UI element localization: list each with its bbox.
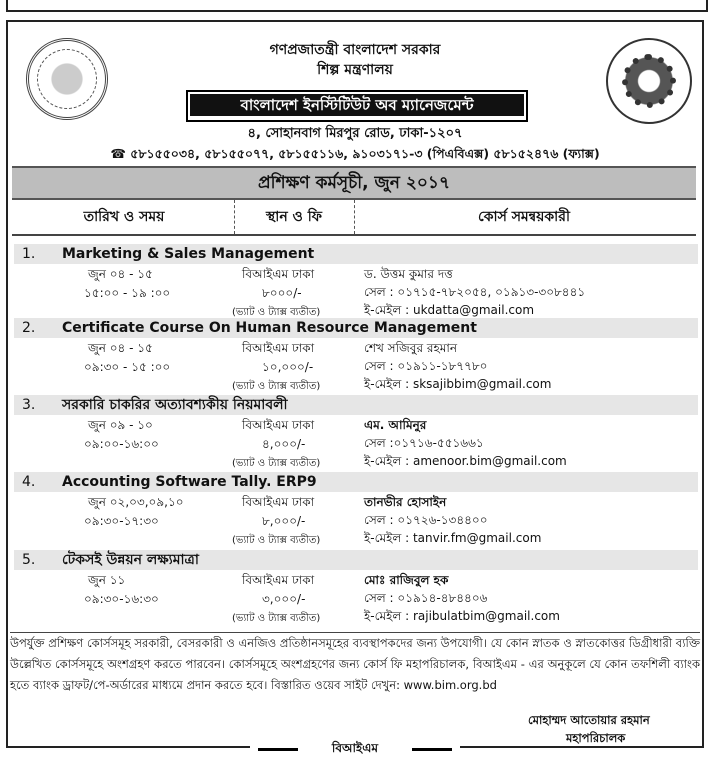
course-name: Certificate Course On Human Resource Management	[62, 320, 477, 336]
course-number: 3.	[22, 397, 36, 413]
course-date: জুন ০৯ - ১০	[88, 418, 153, 432]
vat-note: (ভ্যাট ও ট্যাক্স ব্যতীত)	[232, 307, 321, 318]
coordinator-phone: সেল : ০১৯১১-১৮৭৭৮০	[364, 359, 488, 373]
course-date: জুন ১১	[88, 573, 126, 587]
course-fee: ৮০০০/-	[262, 286, 302, 300]
course-title	[14, 472, 698, 492]
header-rule	[12, 234, 696, 236]
program-title: প্রশিক্ষণ কর্মসূচী, জুন ২০১৭	[12, 166, 696, 200]
coordinator-email: ই-মেইল : sksajibbim@gmail.com	[364, 377, 552, 391]
institute-banner	[186, 90, 528, 122]
course-title	[14, 244, 698, 264]
signatory-name: মোহাম্মদ আতোয়ার রহমান	[528, 713, 650, 727]
column-venue-fee: স্থান ও ফি	[266, 209, 322, 225]
coordinator-email: ই-মেইল : amenoor.bim@gmail.com	[364, 454, 567, 468]
coordinator-name: মোঃ রাজিবুল হক	[364, 573, 449, 587]
vat-note: (ভ্যাট ও ট্যাক্স ব্যতীত)	[232, 381, 321, 392]
course-venue: বিআইএম ঢাকা	[242, 495, 315, 509]
course-name: টেকসই উন্নয়ন লক্ষ্যমাত্রা	[62, 552, 199, 568]
course-time: ০৯:৩০-১৬:৩০	[84, 592, 159, 606]
coordinator-name: এম. আমিনুর	[364, 418, 427, 432]
vat-note: (ভ্যাট ও ট্যাক্স ব্যতীত)	[232, 458, 321, 469]
coordinator-phone: সেল :০১৭১৬-৫৫১৬৬১	[364, 436, 484, 450]
course-title	[14, 550, 698, 570]
course-fee: ৮,০০০/-	[262, 514, 306, 528]
course-title	[14, 318, 698, 338]
coordinator-phone: সেল : ০১৭১৫-৭৮২০৫৪, ০১৯১৩-৩০৮৪৪১	[364, 285, 586, 299]
address: ৪, সোহানবাগ মিরপুর রোড, ঢাকা-১২০৭	[247, 126, 463, 141]
vat-note: (ভ্যাট ও ট্যাক্স ব্যতীত)	[232, 613, 321, 624]
course-name: সরকারি চাকরির অত্যাবশ্যকীয় নিয়মাবলী	[62, 397, 288, 413]
coordinator-phone: সেল : ০১৭২৬-১৩৪৪০০	[364, 513, 488, 527]
column-date-time: তারিখ ও সময়	[83, 209, 165, 225]
course-time: ০৯:০০-১৬:০০	[84, 437, 159, 451]
footer-note: উপর্যুক্ত প্রশিক্ষণ কোর্সসমূহ সরকারী, বেসরকারী ও এনজিও প্রতিষ্ঠানসমূহের ব্যবস্থাপকদের জন্য উপযোগী। যে কোন স্নাতক ও স্নাতকোত্তর ডিগ্রীধারী ব্যক্তি উল্লেখিত কোর্সসমূহে অংশগ্রহণ করতে পারবেন। কোর্সসমূহে অংশগ্রহণের জন্য কোর্স ফি মহাপরিচালক, বিআইএম - এর অনুকূলে যে কোন তফশিলী ব্যাংক হতে ব্যাংক ড্রাফট/পে-অর্ডারের মাধ্যমে প্রদান করতে হবে। বিস্তারিত ওয়েব সাইট দেখুন: www.bim.org.bd	[10, 632, 700, 696]
coordinator-name: ড. উত্তম কুমার দত্ত	[364, 267, 453, 281]
institute-name: বাংলাদেশ ইনস্টিটিউট অব ম্যানেজমেন্ট	[190, 94, 524, 116]
course-number: 1.	[22, 246, 36, 262]
course-fee: ৪,০০০/-	[262, 437, 306, 451]
phone-numbers: ☎ ৫৮১৫৫০৩৪, ৫৮১৫৫০৭৭, ৫৮১৫৫১১৬, ৯১০৩১৭১-৩ (পিএবিএক্স) ৫৮১৫২৪৭৬ (ফ্যাক্স)	[110, 146, 600, 161]
top-border	[6, 0, 708, 12]
ministry-name: শিল্প মন্ত্রণালয়	[317, 62, 393, 78]
course-time: ১৫:০০ - ১৯ :০০	[84, 286, 171, 300]
course-date: জুন ০৪ - ১৫	[88, 341, 153, 355]
signatory-title: মহাপরিচালক	[566, 731, 626, 745]
course-venue: বিআইএম ঢাকা	[242, 573, 315, 587]
coordinator-name: তানভীর হোসাইন	[364, 495, 447, 509]
coordinator-name: শেখ সজিবুর রহমান	[364, 341, 458, 355]
footer-mark: বিআইএম	[250, 740, 460, 760]
column-coordinator: কোর্স সমন্বয়কারী	[478, 209, 570, 225]
course-venue: বিআইএম ঢাকা	[242, 267, 315, 281]
vat-note: (ভ্যাট ও ট্যাক্স ব্যতীত)	[232, 535, 321, 546]
course-fee: ৩,০০০/-	[262, 592, 306, 606]
course-time: ০৯:৩০ - ১৫ :০০	[84, 360, 171, 374]
course-name: Accounting Software Tally. ERP9	[62, 474, 317, 490]
course-title	[14, 395, 698, 415]
coordinator-email: ই-মেইল : rajibulatbim@gmail.com	[364, 609, 560, 623]
coordinator-email: ই-মেইল : ukdatta@gmail.com	[364, 303, 535, 317]
course-venue: বিআইএম ঢাকা	[242, 341, 315, 355]
government-name: গণপ্রজাতন্ত্রী বাংলাদেশ সরকার	[269, 42, 441, 58]
course-venue: বিআইএম ঢাকা	[242, 418, 315, 432]
coordinator-email: ই-মেইল : tanvir.fm@gmail.com	[364, 531, 542, 545]
course-date: জুন ০৪ - ১৫	[88, 267, 153, 281]
course-number: 5.	[22, 552, 36, 568]
course-number: 4.	[22, 474, 36, 490]
course-date: জুন ০২,০৩,০৯,১০	[88, 495, 184, 509]
course-number: 2.	[22, 320, 36, 336]
course-name: Marketing & Sales Management	[62, 246, 315, 262]
course-time: ০৯:৩০-১৭:৩০	[84, 514, 159, 528]
course-fee: ১০,০০০/-	[262, 360, 314, 374]
coordinator-phone: সেল : ০১৯১৪-৪৮৪৪০৬	[364, 591, 488, 605]
